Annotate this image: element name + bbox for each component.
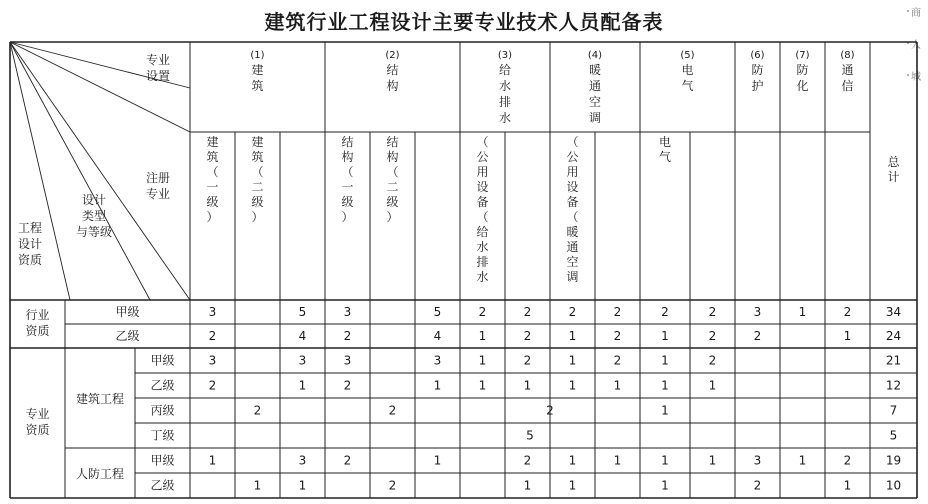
row-label-1: 甲级 xyxy=(115,305,140,319)
cell-r2-c1: 2 xyxy=(208,329,217,343)
sub-column-7: 设 xyxy=(476,180,489,194)
sub-column-4: 构 xyxy=(341,150,354,164)
sub-column-1: 建 xyxy=(206,135,219,149)
major-name-3: 排 xyxy=(498,95,512,109)
major-number-4: (4) xyxy=(587,50,603,61)
cell-r2-c12: 2 xyxy=(708,329,717,343)
cell-r4-c9: 1 xyxy=(568,378,577,393)
cell-r3-c4: 3 xyxy=(343,353,352,368)
cell-r2-c16: 24 xyxy=(885,329,902,343)
sub-column-9: 公 xyxy=(566,150,579,164)
major-name-4: 暖 xyxy=(588,63,602,77)
major-name-3: 水 xyxy=(498,79,512,93)
sub-column-4: 级 xyxy=(341,195,354,209)
cell-r2-c9: 1 xyxy=(568,329,577,343)
major-name-4: 空 xyxy=(588,95,602,109)
cell-r8-c8: 1 xyxy=(523,478,532,493)
cell-r4-c11: 1 xyxy=(661,378,669,393)
cell-r7-c1: 1 xyxy=(208,453,217,468)
cell-r3-c3: 3 xyxy=(298,353,307,368)
cell-r4-c1: 2 xyxy=(208,378,217,393)
side-fragment-3[interactable]: 城 xyxy=(911,72,921,83)
corner-major-setup-1: 专业 xyxy=(145,53,171,67)
cell-r3-c10: 2 xyxy=(613,353,622,368)
sub-column-7: 用 xyxy=(476,165,489,179)
row-label-7: 甲级 xyxy=(150,453,175,468)
cell-r7-c3: 3 xyxy=(298,453,307,468)
cell-r4-c10: 1 xyxy=(613,378,622,393)
cell-r4-c7: 1 xyxy=(478,378,487,393)
major-number-8: (8) xyxy=(840,50,855,61)
major-name-4: 调 xyxy=(588,111,602,125)
corner-design-type-2: 类型 xyxy=(81,209,107,223)
sub-column-7: 给 xyxy=(476,225,489,239)
cell-r4-c16: 12 xyxy=(885,378,902,393)
corner-qualification-2: 设计 xyxy=(17,237,43,251)
cell-r7-c12: 1 xyxy=(708,453,717,468)
cell-r2-c3: 4 xyxy=(298,329,307,343)
cell-r7-c4: 2 xyxy=(343,453,352,468)
cell-r1-c8: 2 xyxy=(523,305,532,319)
cell-r4-c12: 1 xyxy=(708,378,717,393)
cell-r2-c6: 4 xyxy=(433,329,442,343)
sub-column-9: （ xyxy=(566,210,579,224)
sub-column-9: 用 xyxy=(566,165,579,179)
sub-column-7: （ xyxy=(476,210,489,224)
sub-column-7: 公 xyxy=(476,150,489,164)
sub-column-2: 二 xyxy=(251,180,264,194)
cell-r2-c7: 1 xyxy=(478,329,487,343)
major-name-8: 通 xyxy=(841,63,854,77)
sub-column-4: （ xyxy=(341,165,354,179)
cell-r8-c11: 1 xyxy=(661,478,669,493)
cell-r8-c16: 10 xyxy=(885,478,902,493)
cell-r7-c8: 2 xyxy=(523,453,532,468)
cell-r2-c4: 2 xyxy=(343,329,352,343)
major-name-7: 化 xyxy=(796,79,809,93)
cell-r1-c3: 5 xyxy=(298,305,307,319)
side-fragment-2[interactable]: 人 xyxy=(911,40,921,51)
sub-column-5: 结 xyxy=(386,135,399,149)
cell-r7-c9: 1 xyxy=(568,453,577,468)
sub-column-1: ） xyxy=(206,210,219,224)
cell-r3-c7: 1 xyxy=(478,353,487,368)
major-number-5: (5) xyxy=(680,50,695,61)
sub-column-2: 建 xyxy=(251,135,264,149)
cell-r1-c12: 2 xyxy=(708,305,717,319)
sub-column-5: 级 xyxy=(386,195,399,209)
cell-r2-c15: 1 xyxy=(843,329,852,343)
sub-column-9: 空 xyxy=(566,255,579,269)
cell-r8-c13: 2 xyxy=(753,478,762,493)
cell-r2-c10: 2 xyxy=(613,329,622,343)
cell-r5-c7: 2 xyxy=(546,403,554,418)
group-industry-2: 资质 xyxy=(25,324,50,338)
sub-column-4: ） xyxy=(341,210,354,224)
cell-r1-c14: 1 xyxy=(798,305,807,319)
sub-column-4: 一 xyxy=(341,180,354,194)
row-label-8: 乙级 xyxy=(150,478,175,493)
cell-r1-c15: 2 xyxy=(843,305,852,319)
sub-column-5: 二 xyxy=(386,180,399,194)
sub-column-5: ） xyxy=(386,210,399,224)
row-label-2: 乙级 xyxy=(115,329,140,343)
group-industry-1: 行业 xyxy=(25,308,50,322)
cell-r6-c16: 5 xyxy=(889,428,898,443)
cell-r2-c11: 1 xyxy=(661,329,669,343)
major-name-2: 结 xyxy=(386,63,399,77)
cell-r3-c6: 3 xyxy=(433,353,442,368)
cell-r6-c1: 5 xyxy=(526,428,534,443)
corner-design-type-1: 设计 xyxy=(81,193,107,207)
cell-r5-c2: 2 xyxy=(253,403,262,418)
cell-r3-c1: 3 xyxy=(208,353,217,368)
group-civil-defense: 人防工程 xyxy=(75,467,125,481)
row-label-5: 丙级 xyxy=(150,403,175,418)
major-number-2: (2) xyxy=(385,50,400,61)
major-name-1: 建 xyxy=(251,63,264,77)
major-number-7: (7) xyxy=(795,50,810,61)
cell-r1-c13: 3 xyxy=(753,305,762,319)
cell-r1-c11: 2 xyxy=(661,305,669,319)
sub-column-7: 水 xyxy=(476,270,489,284)
cell-r4-c6: 1 xyxy=(433,378,442,393)
cell-r1-c16: 34 xyxy=(885,305,902,319)
major-name-1: 筑 xyxy=(251,79,264,93)
sub-column-11: 气 xyxy=(658,150,672,164)
sub-column-9: 暖 xyxy=(566,225,579,239)
cell-r3-c8: 2 xyxy=(523,353,532,368)
major-name-3: 给 xyxy=(498,63,512,77)
major-number-6: (6) xyxy=(750,50,765,61)
sub-column-9: （ xyxy=(566,135,579,149)
cell-r3-c11: 1 xyxy=(661,353,669,368)
sub-column-1: （ xyxy=(206,165,219,179)
group-professional-2: 资质 xyxy=(25,423,50,437)
major-name-5: 电 xyxy=(681,63,694,77)
sub-column-7: （ xyxy=(476,135,489,149)
cell-r5-c16: 7 xyxy=(889,403,898,418)
cell-r1-c1: 3 xyxy=(208,305,217,319)
cell-r7-c14: 1 xyxy=(798,453,807,468)
cell-r2-c8: 2 xyxy=(523,329,532,343)
cell-r8-c5: 2 xyxy=(388,478,397,493)
sub-column-2: ） xyxy=(251,210,264,224)
cell-r3-c9: 1 xyxy=(568,353,577,368)
corner-major-setup-2: 设置 xyxy=(145,69,171,83)
sub-column-5: （ xyxy=(386,165,399,179)
cell-r1-c6: 5 xyxy=(433,305,442,319)
corner-registered-major-1: 注册 xyxy=(145,171,171,185)
major-name-4: 通 xyxy=(588,79,602,93)
cell-r8-c2: 1 xyxy=(253,478,262,493)
cell-r5-c11: 1 xyxy=(661,403,669,418)
corner-qualification-3: 资质 xyxy=(17,253,43,267)
major-name-5: 气 xyxy=(681,79,694,93)
major-name-6: 护 xyxy=(751,79,764,93)
group-professional-1: 专业 xyxy=(25,407,50,421)
major-number-1: (1) xyxy=(250,50,265,61)
sub-column-1: 一 xyxy=(206,180,219,194)
sub-column-7: 备 xyxy=(476,195,489,209)
cell-r2-c13: 2 xyxy=(753,329,762,343)
sub-column-11: 电 xyxy=(658,135,672,149)
corner-design-type-3: 与等级 xyxy=(75,225,113,239)
sub-column-2: 级 xyxy=(251,195,264,209)
sub-column-7: 排 xyxy=(476,255,489,269)
row-label-4: 乙级 xyxy=(150,378,175,393)
sub-column-16: 总 xyxy=(887,155,900,169)
cell-r5-c5: 2 xyxy=(388,403,397,418)
cell-r7-c15: 2 xyxy=(843,453,852,468)
row-label-3: 甲级 xyxy=(150,353,175,368)
sub-column-16: 计 xyxy=(887,170,900,184)
cell-r8-c15: 1 xyxy=(843,478,852,493)
group-building: 建筑工程 xyxy=(75,392,125,406)
sub-column-9: 设 xyxy=(566,180,579,194)
cell-r4-c8: 1 xyxy=(523,378,532,393)
cell-r1-c7: 2 xyxy=(478,305,487,319)
cell-r7-c10: 1 xyxy=(613,453,622,468)
sub-column-4: 结 xyxy=(341,135,354,149)
cell-r4-c4: 2 xyxy=(343,378,352,393)
sub-column-9: 调 xyxy=(566,270,579,284)
cell-r1-c9: 2 xyxy=(568,305,577,319)
cell-r3-c16: 21 xyxy=(885,353,902,368)
sub-column-2: （ xyxy=(251,165,264,179)
cell-r8-c3: 1 xyxy=(298,478,307,493)
major-name-2: 构 xyxy=(386,79,399,93)
cell-r1-c4: 3 xyxy=(343,305,352,319)
major-name-6: 防 xyxy=(751,63,764,77)
cell-r7-c16: 19 xyxy=(885,453,902,468)
side-fragment-1[interactable]: 商 xyxy=(911,8,921,19)
corner-qualification-1: 工程 xyxy=(17,221,43,235)
sub-column-9: 通 xyxy=(566,240,579,254)
sub-column-9: 备 xyxy=(566,195,579,209)
sub-column-5: 构 xyxy=(386,150,399,164)
major-name-3: 水 xyxy=(498,111,512,125)
page-title: 建筑行业工程设计主要专业技术人员配备表 xyxy=(264,10,664,34)
major-number-3: (3) xyxy=(497,50,513,61)
corner-registered-major-2: 专业 xyxy=(145,187,171,201)
cell-r4-c3: 1 xyxy=(298,378,307,393)
sub-column-7: 水 xyxy=(476,240,489,254)
cell-r1-c10: 2 xyxy=(613,305,622,319)
sub-column-2: 筑 xyxy=(251,150,264,164)
major-name-7: 防 xyxy=(796,63,809,77)
cell-r8-c9: 1 xyxy=(568,478,577,493)
cell-r7-c6: 1 xyxy=(433,453,442,468)
cell-r3-c12: 2 xyxy=(708,353,717,368)
sub-column-1: 级 xyxy=(206,195,219,209)
cell-r7-c11: 1 xyxy=(661,453,669,468)
row-label-6: 丁级 xyxy=(150,428,175,443)
sub-column-1: 筑 xyxy=(206,150,219,164)
major-name-8: 信 xyxy=(841,79,854,93)
cell-r7-c13: 3 xyxy=(753,453,762,468)
